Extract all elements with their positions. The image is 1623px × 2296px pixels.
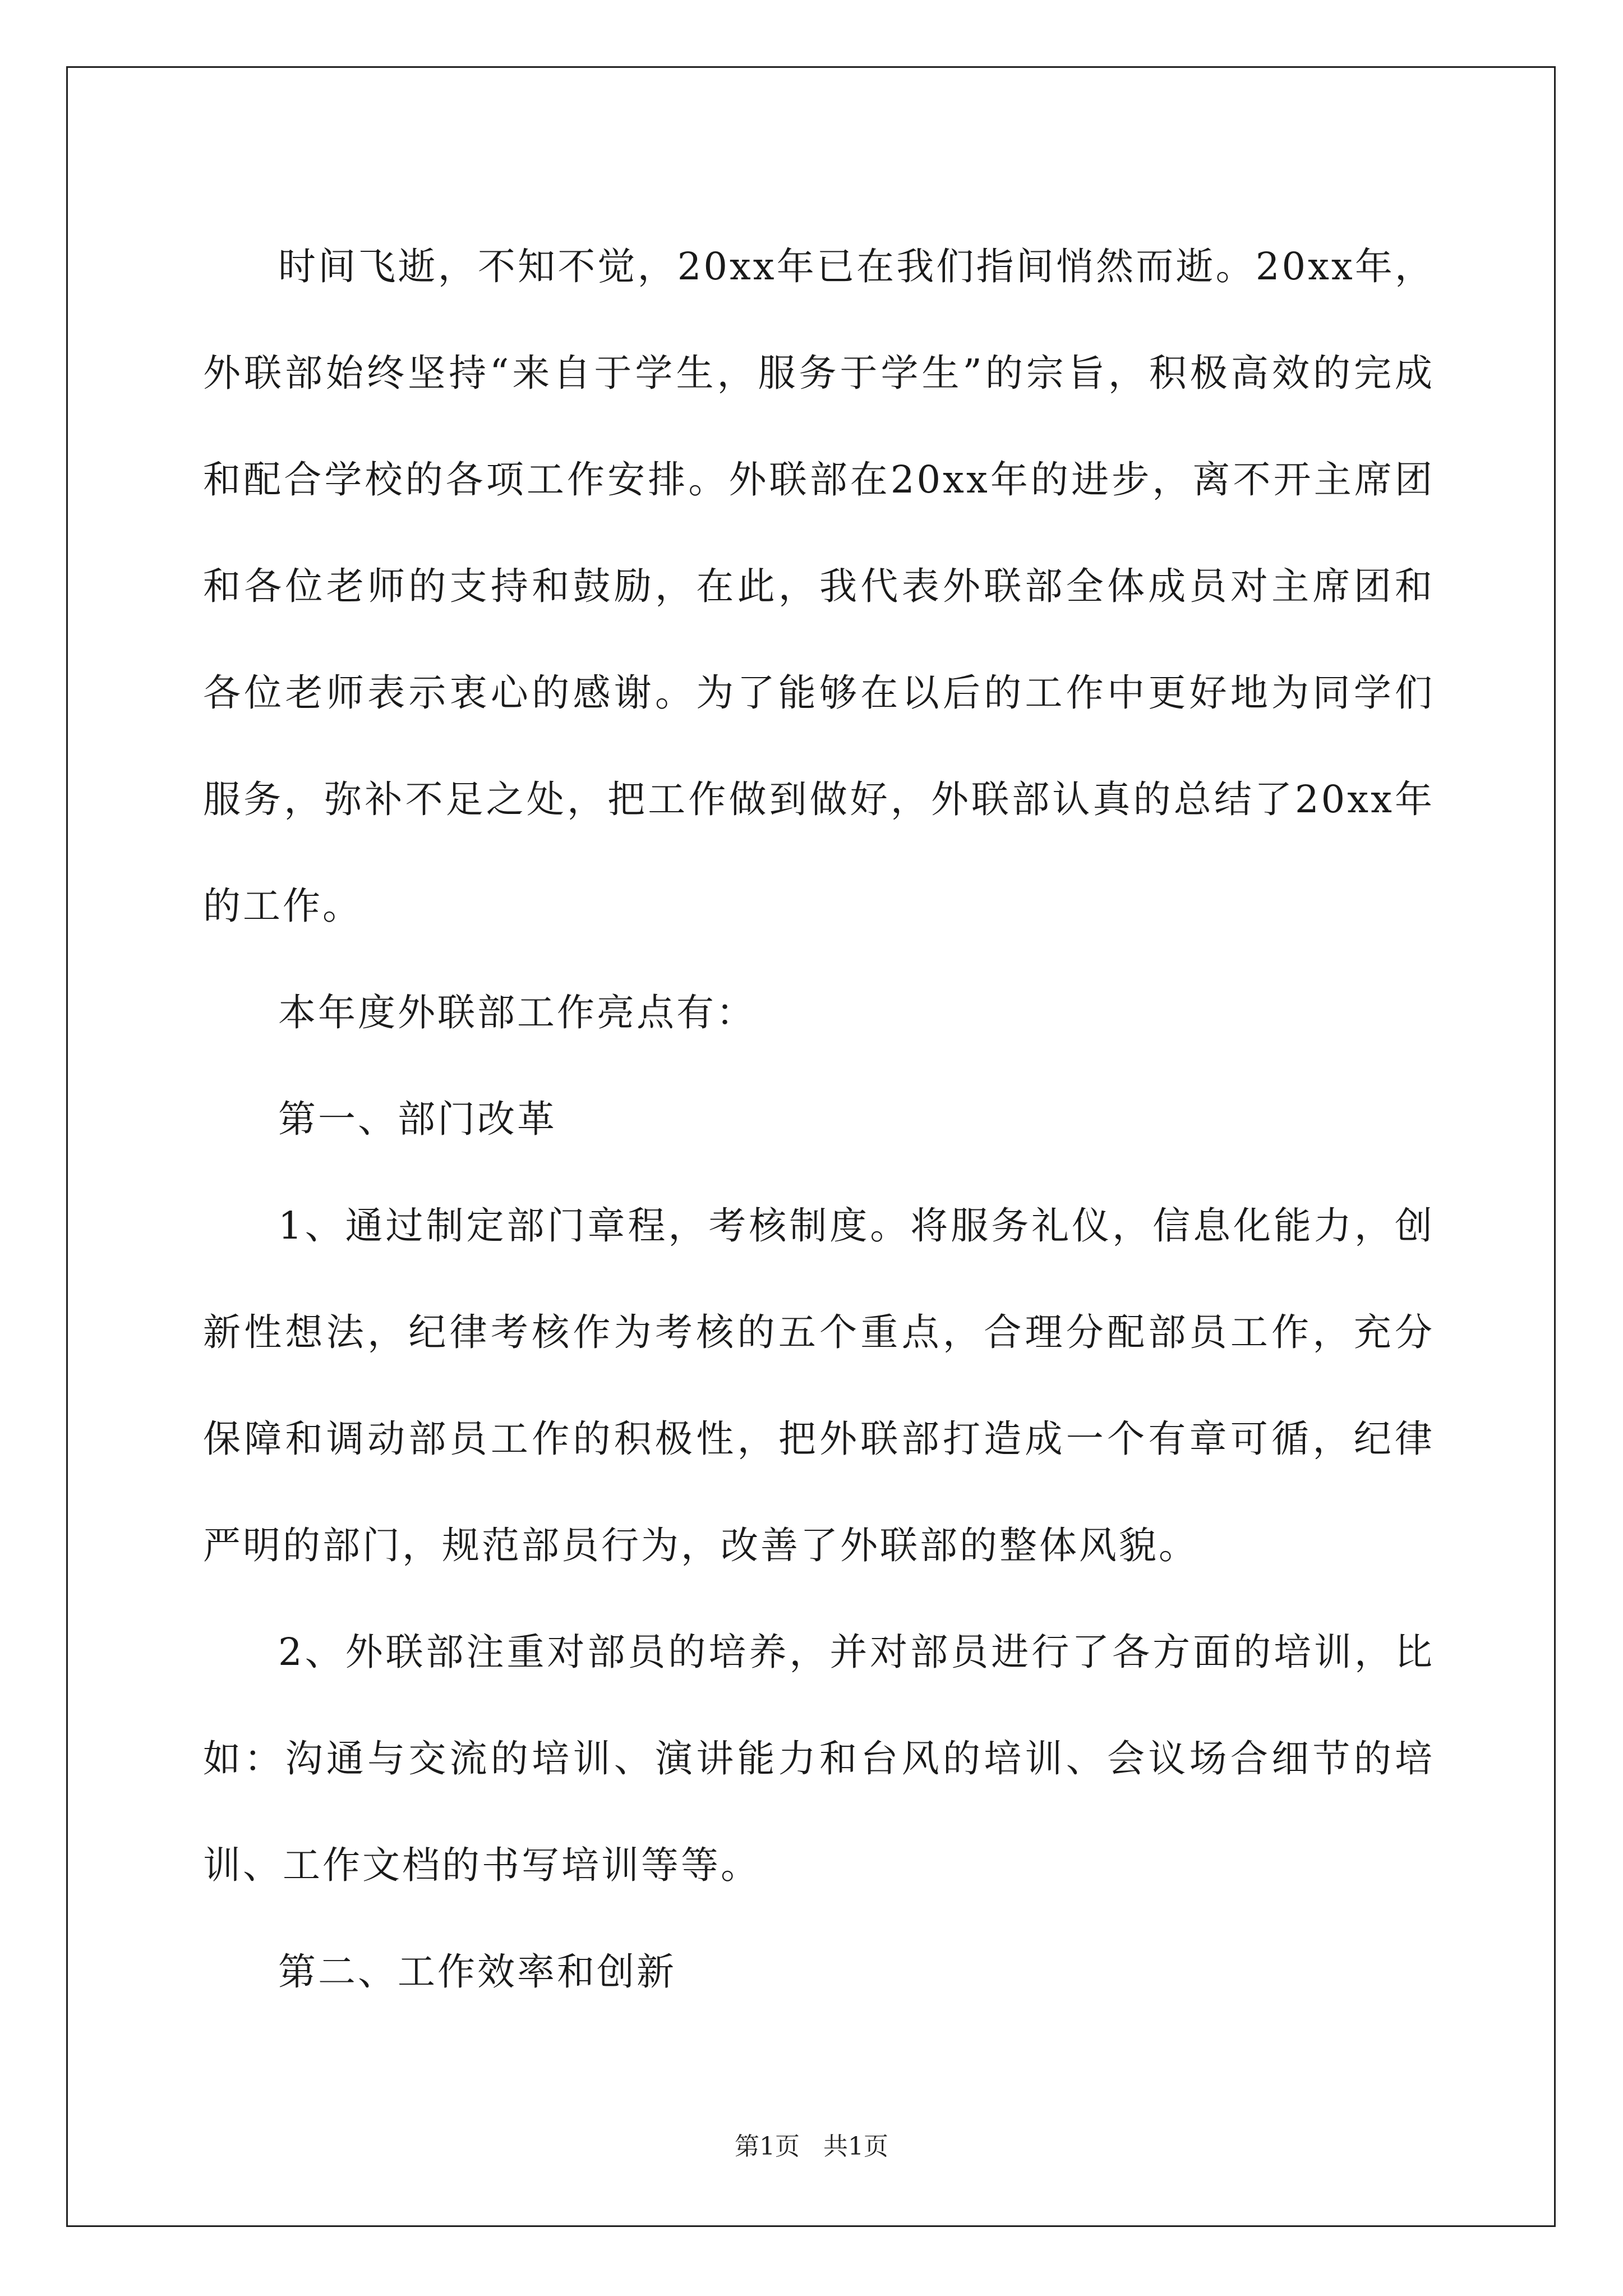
page-number: 第1页 (735, 2132, 800, 2161)
section-heading-efficiency: 第二、工作效率和创新 (278, 1950, 676, 1994)
paragraph-item-2: 2、外联部注重对部员的培养，并对部员进行了各方面的培训，比如：沟通与交流的培训、演讲能力和台风的培训、会议场合细节的培训、工作文档的书写培训等等。 (203, 1630, 1435, 1887)
document-body (203, 213, 1435, 2025)
paragraph-highlights-heading: 本年度外联部工作亮点有： (278, 991, 756, 1034)
page-total: 共1页 (823, 2132, 888, 2161)
paragraph-intro: 时间飞逝，不知不觉，20xx年已在我们指间悄然而逝。20xx年，外联部始终坚持“来自于学生，服务于学生”的宗旨，积极高效的完成和配合学校的各项工作安排。外联部在20xx年的进步，离不开主席团和各位老师的支持和鼓励，在此，我代表外联部全体成员对主席团和各位老师表示衷心的感谢。为了能够在以后的工作中更好地为同学们服务，弥补不足之处，把工作做到做好，外联部认真的总结了20xx年的工作。 (203, 245, 1435, 928)
section-heading-reform: 第一、部门改革 (278, 1097, 557, 1141)
paragraph-item-1: 1、通过制定部门章程，考核制度。将服务礼仪，信息化能力，创新性想法，纪律考核作为考核的五个重点，合理分配部员工作，充分保障和调动部员工作的积极性，把外联部打造成一个有章可循，纪律严明的部门，规范部员行为，改善了外联部的整体风貌。 (203, 1204, 1435, 1567)
page-footer (0, 2126, 1623, 2162)
